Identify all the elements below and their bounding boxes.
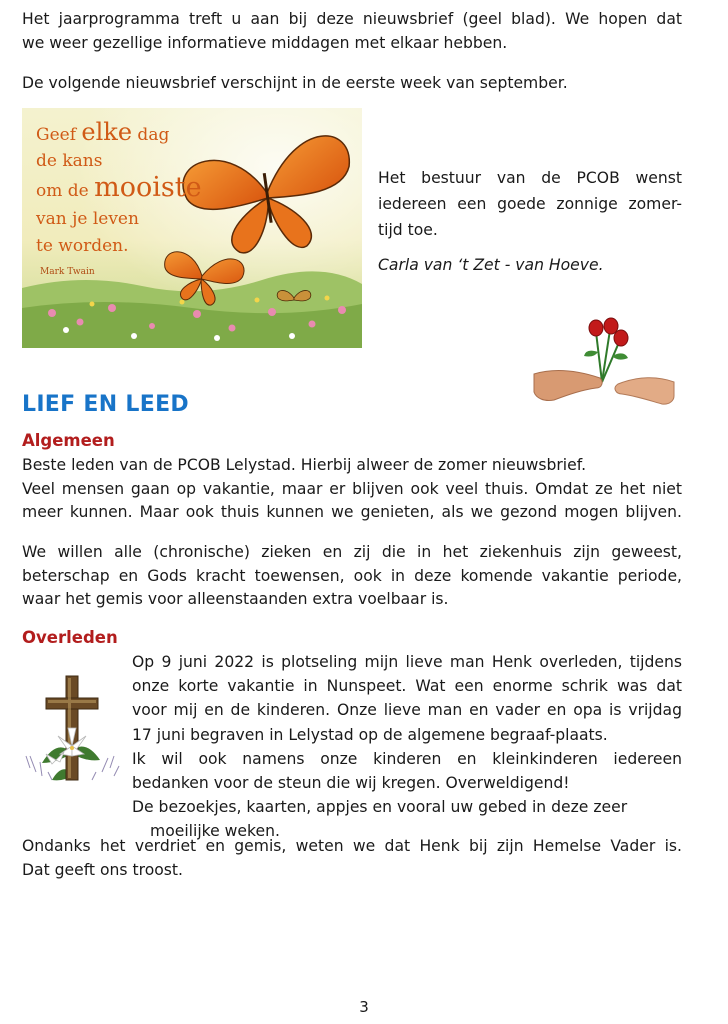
section-title: LIEF EN LEED	[22, 392, 189, 417]
closing-paragraph	[22, 835, 682, 882]
page-number: 3	[359, 998, 369, 1016]
algemeen-paragraph-2	[22, 541, 682, 612]
intro-line-2: we weer gezellige informatieve middagen met elkaar hebben.	[22, 33, 508, 52]
quote-line-2: de kans	[36, 151, 103, 171]
overleden-line: Op 9 juni 2022 is plotseling mijn lieve man Henk overleden, tijdens	[132, 653, 682, 671]
algemeen-line: meer kunnen. Maar ook thuis kunnen we genieten, als we gezond mogen blijven.	[22, 503, 682, 522]
board-line-1: Het bestuur van de PCOB wenst	[378, 169, 682, 187]
closing-line: Dat geeft ons troost.	[22, 860, 183, 879]
overleden-text	[132, 650, 682, 844]
algemeen-line: beterschap en Gods kracht toewensen, ook in deze komende vakantie periode,	[22, 566, 682, 585]
quote-line-3: om de mooiste	[36, 172, 202, 203]
quote-line-5: te worden.	[36, 236, 129, 256]
overleden-line: De bezoekjes, kaarten, appjes en vooral uw gebed in deze zeer	[132, 798, 628, 817]
quote-author: Mark Twain	[40, 267, 95, 277]
overleden-line: Ik wil ook namens onze kinderen en kleinkinderen iedereen	[132, 749, 682, 768]
overleden-line: bedanken voor de steun die wij kregen. Overweldigend!	[132, 774, 570, 793]
algemeen-line: Veel mensen gaan op vakantie, maar er blijven ook veel thuis. Omdat ze het niet	[22, 479, 682, 498]
intro-paragraph	[22, 8, 682, 55]
overleden-heading: Overleden	[22, 628, 118, 647]
algemeen-line: Beste leden van de PCOB Lelystad. Hierbij alweer de zomer nieuwsbrief.	[22, 456, 587, 474]
cross-lilies-image	[22, 668, 122, 788]
algemeen-line: waar het gemis voor alleenstaanden extra voelbaar is.	[22, 590, 449, 609]
quote-line-4: van je leven	[36, 209, 139, 229]
board-line-2: iedereen een goede zonnige zomer-	[378, 195, 682, 213]
closing-line: Ondanks het verdriet en gemis, weten we dat Henk bij zijn Hemelse Vader is.	[22, 837, 682, 855]
overleden-line: moeilijke weken.	[150, 822, 280, 841]
quote-line-1: Geef elke dag	[36, 118, 170, 146]
overleden-line: voor mij en de kinderen. Onze lieve man en vader en opa is vrijdag	[132, 701, 682, 720]
overleden-line: 17 juni begraven in Lelystad op de algemene begraaf-plaats.	[132, 725, 608, 744]
next-newsletter-text: De volgende nieuwsbrief verschijnt in de eerste week van september.	[22, 74, 568, 92]
algemeen-paragraph-1	[22, 454, 682, 525]
overleden-line: onze korte vakantie in Nunspeet. Wat een enorme schrik was dat	[132, 677, 682, 696]
butterfly-quote-image	[22, 108, 362, 348]
algemeen-heading: Algemeen	[22, 431, 115, 450]
board-wishes	[378, 165, 682, 243]
algemeen-line: We willen alle (chronische) zieken en zij die in het ziekenhuis zijn geweest,	[22, 543, 682, 561]
intro-line-1: Het jaarprogramma treft u aan bij deze nieuwsbrief (geel blad). We hopen dat	[22, 10, 682, 28]
signature: Carla van ‘t Zet - van Hoeve.	[378, 256, 604, 274]
board-line-3: tijd toe.	[378, 221, 438, 239]
roses-hands-image	[530, 312, 678, 410]
